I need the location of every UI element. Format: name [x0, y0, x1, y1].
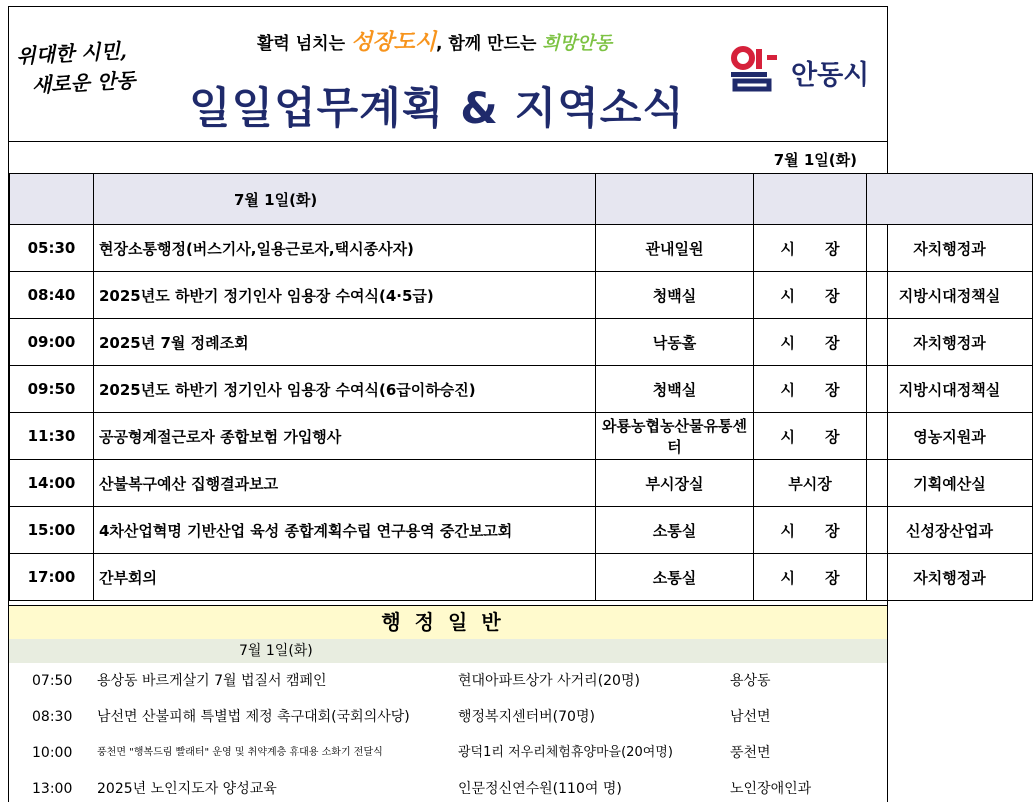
row-title: 산불복구예산 집행결과보고	[94, 460, 596, 507]
row-place: 낙동홀	[596, 319, 754, 366]
table-row	[10, 507, 1033, 554]
admin-time: 13:00	[32, 781, 73, 797]
row-place: 와룡농협농산물유통센터	[596, 413, 754, 460]
row-attendee: 시 장	[754, 319, 867, 366]
admin-date: 7월 1일(화)	[239, 643, 313, 659]
row-place: 청백실	[596, 366, 754, 413]
admin-date-bar	[9, 639, 887, 663]
row-time: 05:30	[10, 225, 94, 272]
row-dept: 영농지원과	[867, 413, 1033, 460]
row-attendee: 시 장	[754, 366, 867, 413]
page-title: 일일업무계획 & 지역소식	[189, 84, 685, 134]
admin-section-title: 행정일반	[9, 605, 887, 640]
row-attendee: 시 장	[754, 507, 867, 554]
admin-place: 인문정신연수원(110여 명)	[458, 781, 622, 797]
table-row	[10, 225, 1033, 272]
header-cell-dept	[867, 174, 1033, 225]
logo-text: 안동시	[791, 60, 870, 91]
row-place: 청백실	[596, 272, 754, 319]
row-dept: 지방시대정책실	[867, 272, 1033, 319]
list-item	[9, 771, 887, 807]
schedule-header-row	[10, 174, 1033, 225]
admin-time: 08:30	[32, 709, 73, 725]
list-item	[9, 735, 887, 771]
schedule-table	[9, 173, 1033, 601]
admin-time: 10:00	[32, 745, 73, 761]
list-item	[9, 699, 887, 735]
tagline	[257, 25, 612, 56]
admin-title: 남선면 산불피해 특별법 제정 촉구대회(국회의사당)	[97, 709, 410, 725]
header-cell-place	[596, 174, 754, 225]
admin-title: 용상동 바르게살기 7월 법질서 캠페인	[97, 673, 327, 689]
row-title: 4차산업혁명 기반산업 육성 종합계획수립 연구용역 중간보고회	[94, 507, 596, 554]
row-title: 현장소통행정(버스기사,일용근로자,택시종사자)	[94, 225, 596, 272]
admin-place: 광덕1리 저우리체험휴양마을(20여명)	[458, 745, 673, 760]
row-attendee: 시 장	[754, 554, 867, 601]
date-bar	[9, 141, 887, 174]
admin-dept: 풍천면	[730, 745, 771, 761]
table-row	[10, 460, 1033, 507]
schedule-header-date: 7월 1일(화)	[94, 174, 596, 225]
row-time: 08:40	[10, 272, 94, 319]
header	[9, 7, 887, 141]
row-time: 15:00	[10, 507, 94, 554]
row-time: 11:30	[10, 413, 94, 460]
tagline-highlight-hope: 희망안동	[542, 33, 612, 54]
row-title: 간부회의	[94, 554, 596, 601]
row-title: 2025년 7월 정례조회	[94, 319, 596, 366]
header-cell-attendee	[754, 174, 867, 225]
admin-time: 07:50	[32, 673, 73, 689]
row-title: 공공형계절근로자 종합보험 가입행사	[94, 413, 596, 460]
slogan-left	[16, 33, 179, 101]
tagline-highlight-growth: 성장도시	[350, 30, 436, 55]
document-frame	[8, 6, 1001, 802]
admin-place: 행정복지센터버(70명)	[458, 709, 595, 725]
admin-place: 현대아파트상가 사거리(20명)	[458, 673, 640, 689]
admin-title: 2025년 노인지도자 양성교육	[97, 781, 277, 797]
row-attendee: 부시장	[754, 460, 867, 507]
row-place: 소통실	[596, 507, 754, 554]
tagline-middle: , 함께 만드는	[435, 34, 543, 54]
admin-dept: 남선면	[730, 709, 771, 725]
row-time: 17:00	[10, 554, 94, 601]
slogan-line-1: 위대한 시민,	[15, 38, 128, 69]
row-place: 소통실	[596, 554, 754, 601]
row-attendee: 시 장	[754, 272, 867, 319]
admin-title: 풍천면 "행복드림 빨래터" 운영 및 취약계층 휴대용 소화기 전달식	[97, 747, 383, 758]
row-time: 09:00	[10, 319, 94, 366]
table-row	[10, 413, 1033, 460]
date-label: 7월 1일(화)	[773, 151, 857, 169]
row-dept: 자치행정과	[867, 554, 1033, 601]
row-dept: 자치행정과	[867, 319, 1033, 366]
city-logo	[729, 45, 889, 95]
row-place: 관내일원	[596, 225, 754, 272]
row-time: 14:00	[10, 460, 94, 507]
admin-dept: 노인장애인과	[730, 781, 812, 797]
row-title: 2025년도 하반기 정기인사 임용장 수여식(4·5급)	[94, 272, 596, 319]
row-dept: 지방시대정책실	[867, 366, 1033, 413]
andong-logo-icon	[729, 47, 781, 91]
slogan-line-2: 새로운 안동	[31, 68, 136, 98]
list-item	[9, 663, 887, 699]
row-title: 2025년도 하반기 정기인사 임용장 수여식(6급이하승진)	[94, 366, 596, 413]
table-row	[10, 272, 1033, 319]
table-row	[10, 554, 1033, 601]
row-dept: 신성장산업과	[867, 507, 1033, 554]
table-row	[10, 319, 1033, 366]
row-attendee: 시 장	[754, 413, 867, 460]
header-cell-time	[10, 174, 94, 225]
tagline-prefix: 활력 넘치는	[257, 34, 351, 54]
row-dept: 자치행정과	[867, 225, 1033, 272]
row-place: 부시장실	[596, 460, 754, 507]
row-attendee: 시 장	[754, 225, 867, 272]
row-time: 09:50	[10, 366, 94, 413]
row-dept: 기획예산실	[867, 460, 1033, 507]
table-row	[10, 366, 1033, 413]
admin-dept: 용상동	[730, 673, 771, 689]
